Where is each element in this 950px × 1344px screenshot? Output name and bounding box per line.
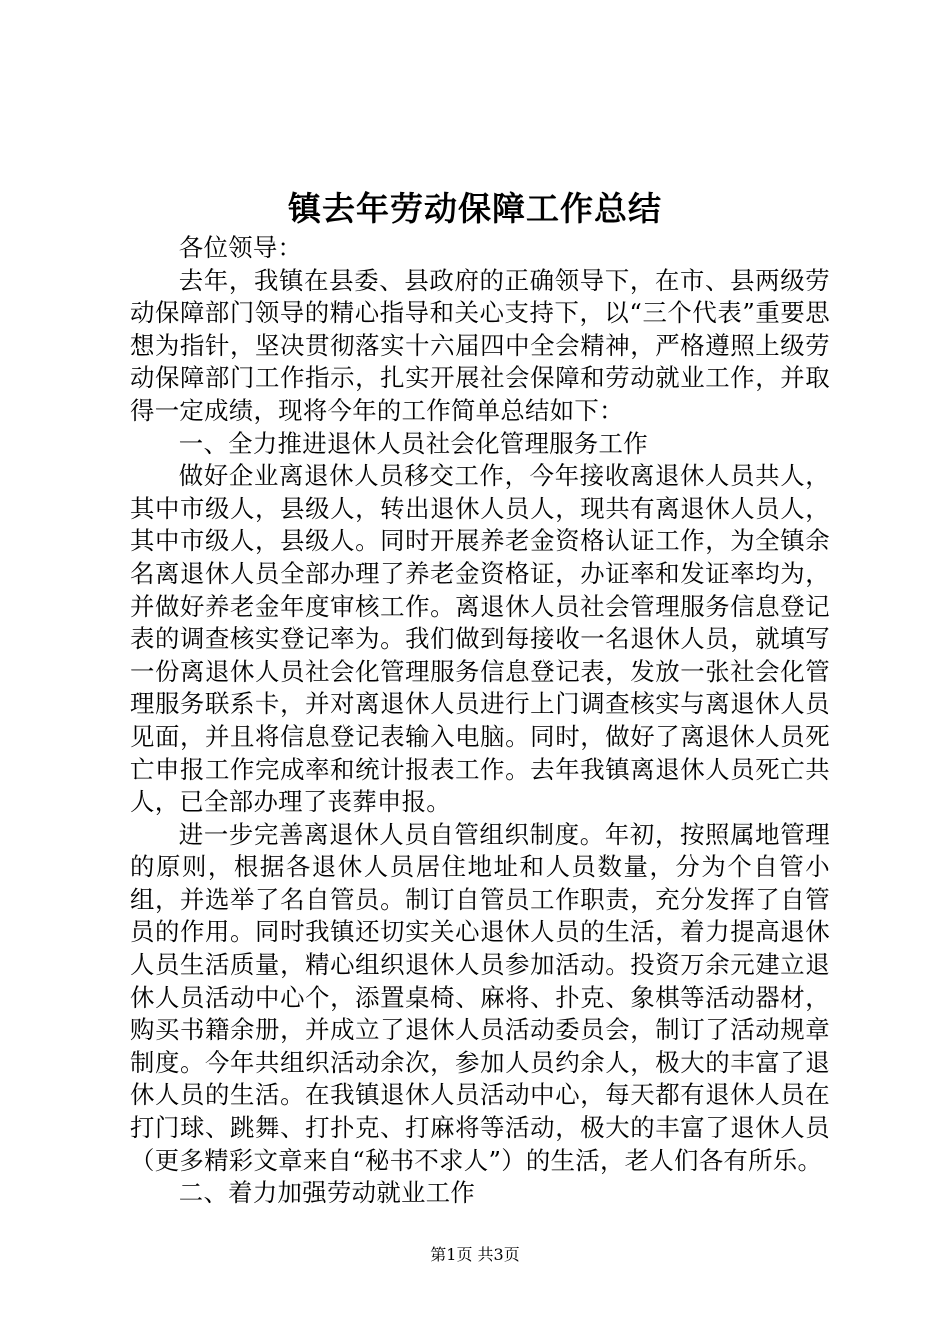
salutation: 各位领导： xyxy=(178,233,303,262)
paragraph-retiree-transfer: 做好企业离退休人员移交工作，今年接收离退休人员共人，其中市级人，县级人，转出退休人员人，现共有离退休人员人，其中市级人，县级人。同时开展养老金资格认证工作，为全镇余名离退休人员全部办理了养老金资格证，办证率和发证率均为，并做好养老金年度审核工作。离退休人员社会管理服务信息登记表的调查核实登记率为。我们做到每接收一名退休人员，就填写一份离退休人员社会化管理服务信息登记表，发放一张社会化管理服务联系卡，并对离退休人员进行上门调查核实与离退休人员见面，并且将信息登记表输入电脑。同时，做好了离退休人员死亡申报工作完成率和统计报表工作。去年我镇离退休人员死亡共人，已全部办理了丧葬申报。 xyxy=(130,461,830,817)
section-heading-2: 二、着力加强劳动就业工作 xyxy=(178,1178,476,1208)
paragraph-intro: 去年，我镇在县委、县政府的正确领导下，在市、县两级劳动保障部门领导的精心指导和关心支持下，以“三个代表”重要思想为指针，坚决贯彻落实十六届四中全会精神，严格遵照上级劳动保障部门工作指示，扎实开展社会保障和劳动就业工作，并取得一定成绩，现将今年的工作简单总结如下： xyxy=(130,265,830,425)
paragraph-self-management: 进一步完善离退休人员自管组织制度。年初，按照属地管理的原则，根据各退休人员居住地址和人员数量，分为个自管小组，并选举了名自管员。制订自管员工作职责，充分发挥了自管员的作用。同时我镇还切实关心退休人员的生活，着力提高退休人员生活质量，精心组织退休人员参加活动。投资万余元建立退休人员活动中心个，添置桌椅、麻将、扑克、象棋等活动器材，购买书籍余册，并成立了退休人员活动委员会，制订了活动规章制度。今年共组织活动余次，参加人员约余人，极大的丰富了退休人员的生活。在我镇退休人员活动中心，每天都有退休人员在打门球、跳舞、打扑克、打麻将等活动，极大的丰富了退休人员（更多精彩文章来自“秘书不求人”）的生活，老人们各有所乐。 xyxy=(130,819,830,1175)
page-footer: 第1页 共3页 xyxy=(430,1245,520,1264)
document-body xyxy=(130,232,830,1210)
document-title: 镇去年劳动保障工作总结 xyxy=(288,189,662,228)
section-heading-1: 一、全力推进退休人员社会化管理服务工作 xyxy=(178,428,648,458)
